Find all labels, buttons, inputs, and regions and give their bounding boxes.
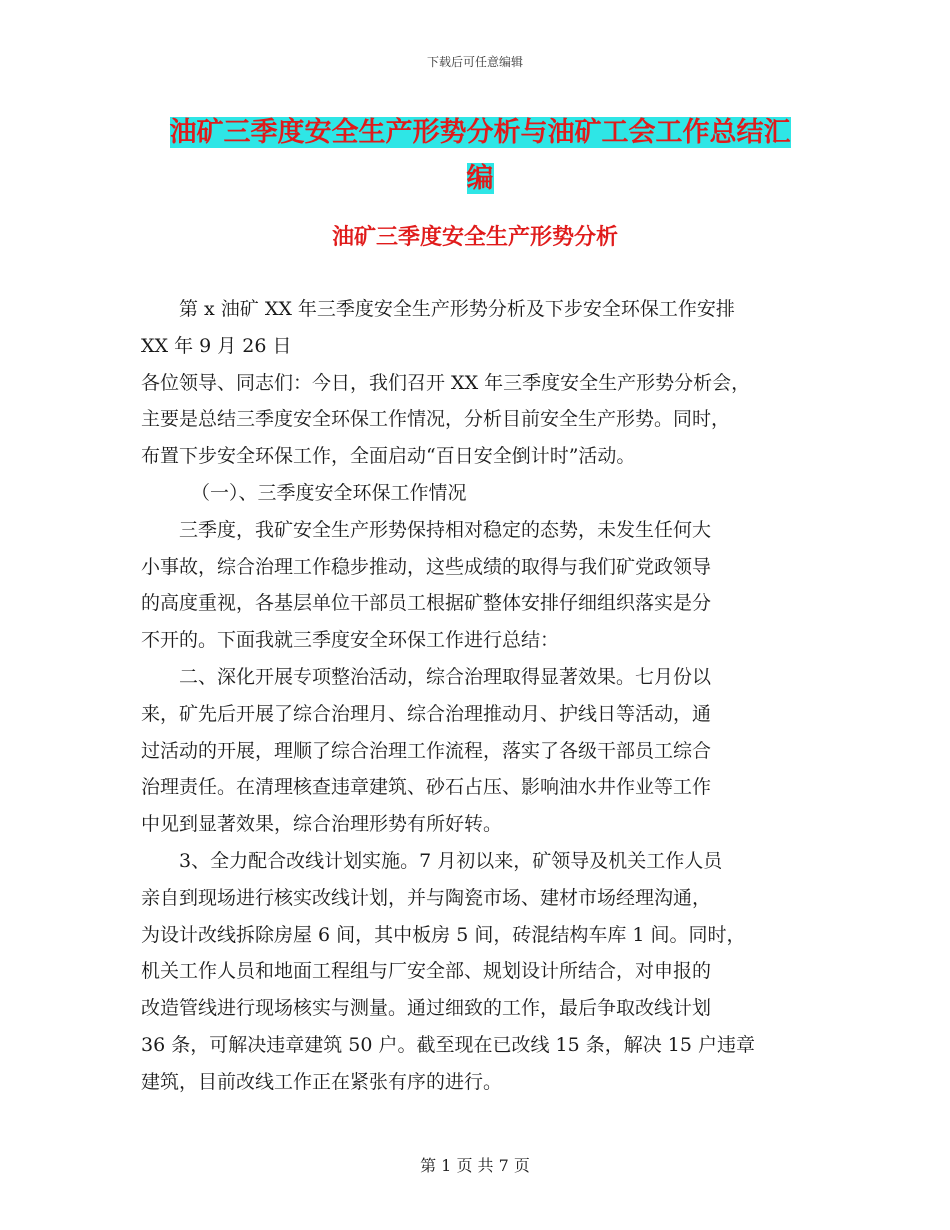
body-line: 三季度，我矿安全生产形势保持相对稳定的态势，未发生任何大 [179,518,712,541]
body-line: 治理责任。在清理核查违章建筑、砂石占压、影响油水井作业等工作 [141,776,712,799]
header-note: 下载后可任意编辑 [426,55,523,69]
body-line: 主要是总结三季度安全环保工作情况，分析目前安全生产形势。同时， [141,408,731,431]
main-title-line2: 编 [466,163,494,194]
main-title [140,110,820,202]
page-footer: 第 1 页 共 7 页 [420,1156,530,1175]
main-title-line1: 油矿三季度安全生产形势分析与油矿工会工作总结汇 [169,117,791,148]
body-line: 亲自到现场进行核实改线计划，并与陶瓷市场、建材市场经理沟通， [141,886,712,909]
body-line: 过活动的开展，理顺了综合治理工作流程，落实了各级干部员工综合 [141,739,712,762]
body-line: 布置下步安全环保工作，全面启动“百日安全倒计时”活动。 [141,445,636,468]
body-line: 各位领导、同志们：今日，我们召开 XX 年三季度安全生产形势分析会， [141,371,751,394]
body-line: 36 条，可解决违章建筑 50 户。截至现在已改线 15 条，解决 15 户违章 [141,1033,755,1056]
section-title: 油矿三季度安全生产形势分析 [331,225,618,250]
body-line: 第 x 油矿 XX 年三季度安全生产形势分析及下步安全环保工作安排 [179,298,735,320]
body-line: 的高度重视，各基层单位干部员工根据矿整体安排仔细组织落实是分 [141,592,712,615]
body-line: 不开的。下面我就三季度安全环保工作进行总结： [141,629,560,652]
body-line: 来，矿先后开展了综合治理月、综合治理推动月、护线日等活动，通 [141,702,712,725]
body-line: 建筑，目前改线工作正在紧张有序的进行。 [141,1070,503,1093]
document-body [141,291,811,1101]
body-line: XX 年 9 月 26 日 [141,334,292,357]
body-line: 中见到显著效果，综合治理形势有所好转。 [141,813,503,836]
body-line: 为设计改线拆除房屋 6 间，其中板房 5 间，砖混结构车库 1 间。同时， [141,923,746,946]
body-line: 机关工作人员和地面工程组与厂安全部、规划设计所结合，对申报的 [141,960,712,983]
body-line: 二、深化开展专项整治活动，综合治理取得显著效果。七月份以 [179,665,712,688]
body-line: 小事故，综合治理工作稳步推动，这些成绩的取得与我们矿党政领导 [141,555,712,578]
body-line: 改造管线进行现场核实与测量。通过细致的工作，最后争取改线计划 [141,997,712,1020]
body-line: （一）、三季度安全环保工作情况 [191,481,467,504]
body-line: 3、全力配合改线计划实施。7 月初以来，矿领导及机关工作人员 [179,849,723,872]
